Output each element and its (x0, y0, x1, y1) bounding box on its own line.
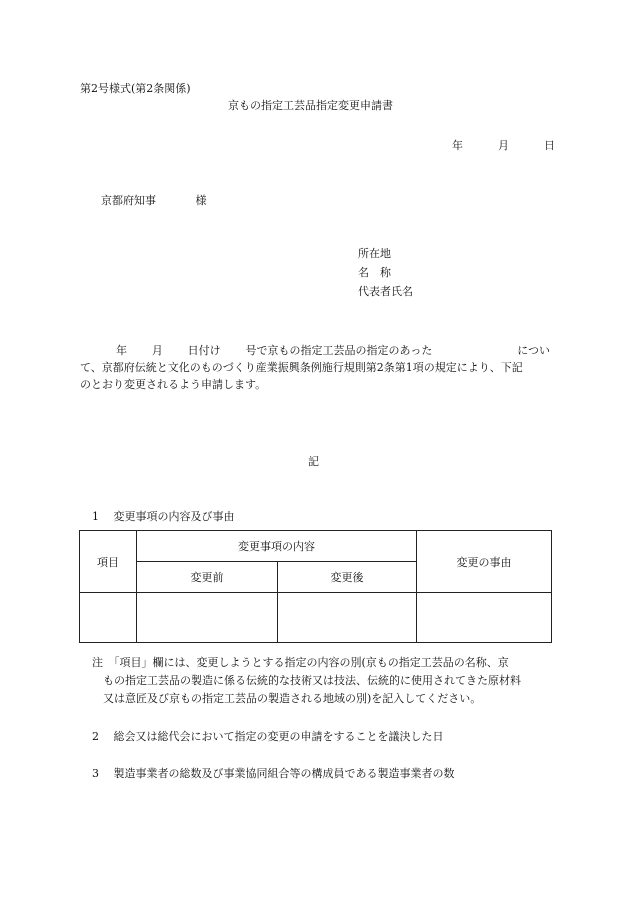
section-3-title: 製造事業者の総数及び事業協同組合等の構成員である製造事業者の数 (113, 767, 455, 780)
address-label: 所在地 (358, 247, 391, 260)
after-header: 変更後 (278, 562, 417, 593)
body-line-2: て、京都府伝統と文化のものづくり産業振興条例施行規則第2条第1項の規定により、下記 (80, 361, 523, 374)
date-line (452, 139, 555, 153)
representative-label: 代表者氏名 (358, 285, 413, 298)
addressee (101, 194, 207, 208)
body-date-suffix: 日付け (187, 344, 221, 357)
item-header: 項目 (80, 531, 137, 593)
body-line-3: のとおり変更されるよう申請します。 (80, 378, 267, 391)
note-block (92, 654, 521, 708)
date-year: 年 (452, 139, 463, 152)
note-line-3: 又は意匠及び京もの指定工芸品の製造される地域の別)を記入してください。 (103, 692, 482, 705)
before-header: 変更前 (137, 562, 278, 593)
date-day: 日 (544, 139, 555, 152)
applicant-block (358, 247, 413, 304)
reason-cell[interactable] (417, 593, 552, 643)
document-title: 京もの指定工芸品指定変更申請書 (228, 99, 393, 112)
content-header: 変更事項の内容 (137, 531, 417, 562)
section-2-number: 2 (92, 730, 99, 743)
body-month: 月 (151, 344, 163, 357)
section-2-title: 総会又は総代会において指定の変更の申請をすることを議決した日 (113, 730, 444, 743)
before-cell[interactable] (137, 593, 278, 643)
section-3-heading (92, 767, 455, 781)
section-1-title: 変更事項の内容及び事由 (113, 510, 235, 523)
form-number: 第2号様式(第2条関係) (80, 82, 191, 95)
ki-heading: 記 (308, 455, 319, 468)
section-1-heading (92, 510, 235, 524)
section-2-heading (92, 730, 444, 744)
application-body (80, 342, 550, 393)
reason-header: 変更の事由 (417, 531, 552, 593)
body-line-1 (80, 342, 550, 359)
body-regarding: につい (517, 344, 550, 357)
note-line-2: もの指定工芸品の製造に係る伝統的な技術又は技法、伝統的に使用されてきた原材料 (103, 674, 521, 687)
name-label: 名 称 (358, 266, 391, 279)
body-number-text: 号で京もの指定工芸品の指定のあった (245, 344, 433, 357)
addressee-honorific: 様 (195, 194, 207, 207)
item-cell[interactable] (80, 593, 137, 643)
after-cell[interactable] (278, 593, 417, 643)
date-month: 月 (498, 139, 509, 152)
change-table (79, 530, 552, 643)
addressee-name: 京都府知事 (101, 194, 156, 207)
body-year: 年 (116, 344, 127, 357)
section-1-number: 1 (92, 510, 99, 523)
section-3-number: 3 (92, 767, 99, 780)
note-line-1: 注 「項目」欄には、変更しようとする指定の内容の別(京もの指定工芸品の名称、京 (92, 656, 509, 669)
